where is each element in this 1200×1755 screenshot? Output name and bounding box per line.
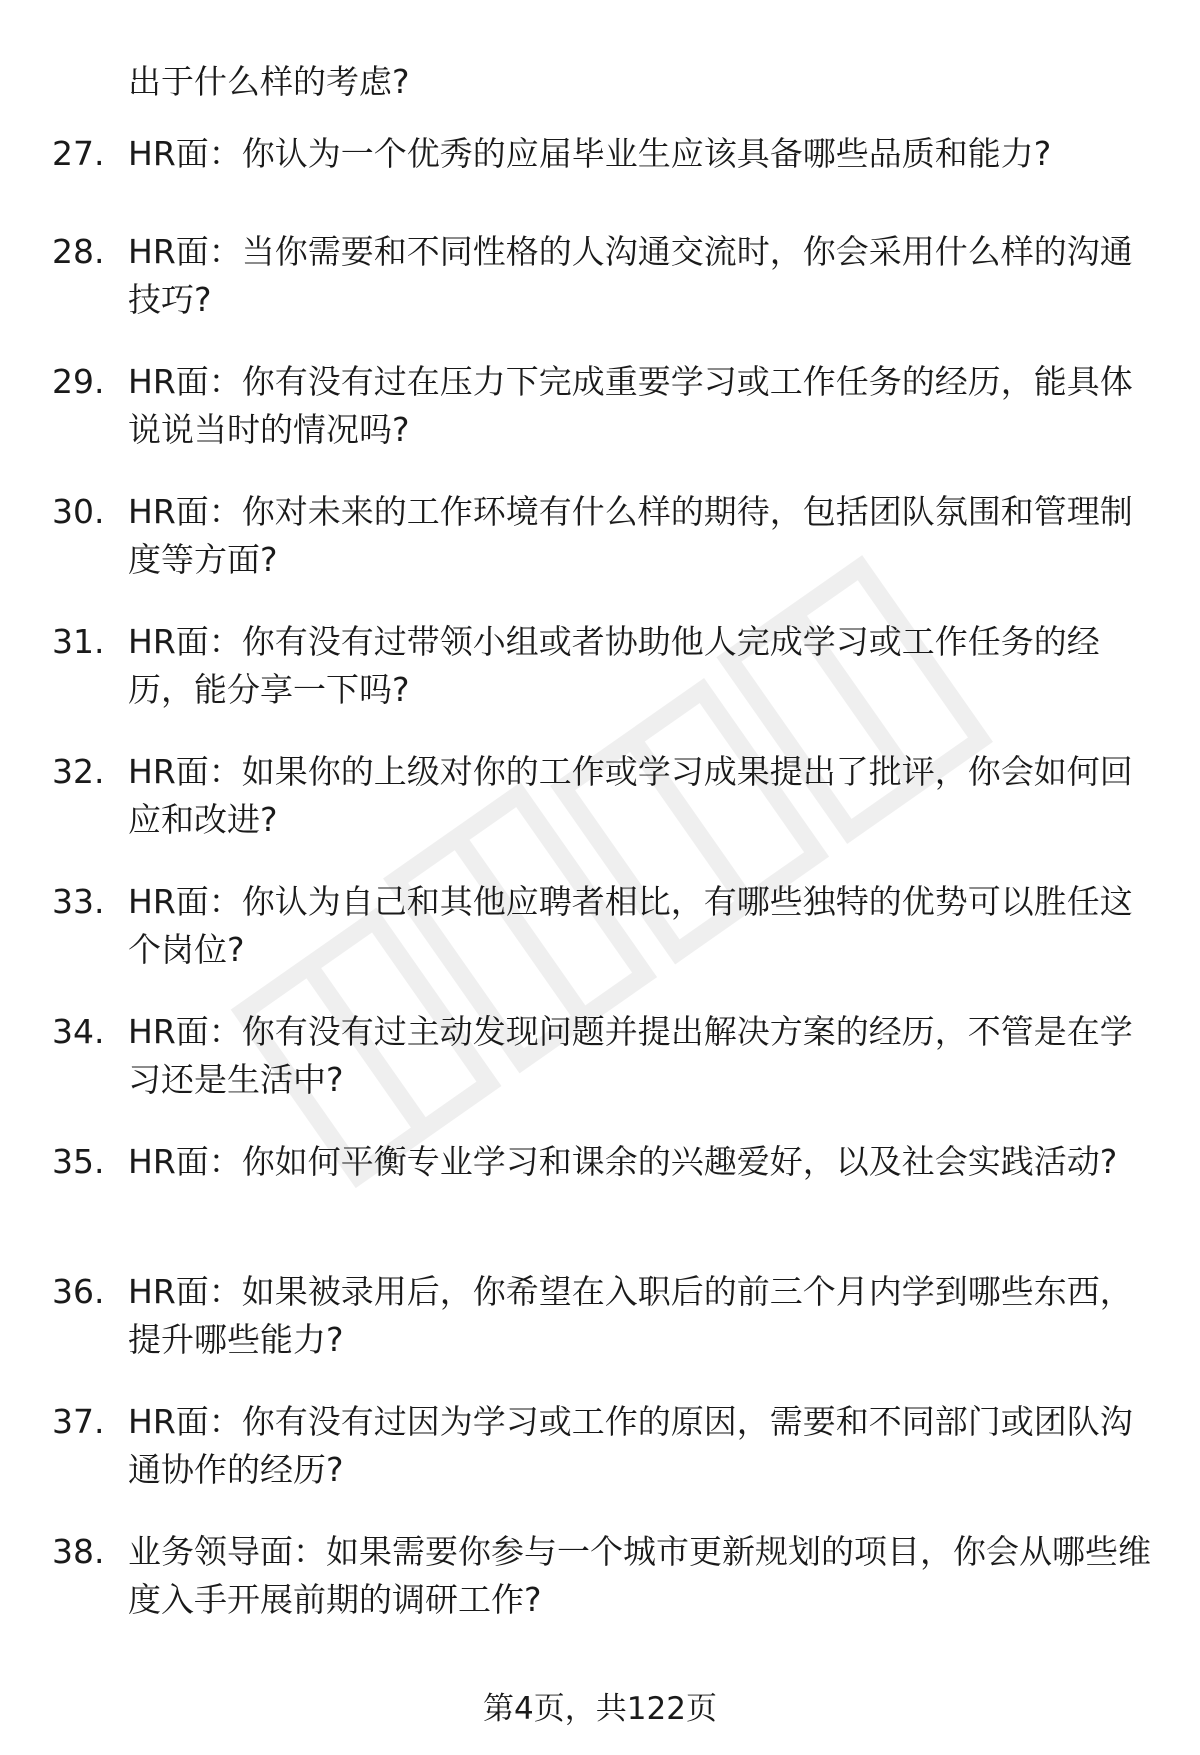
question-text: HR面：如果你的上级对你的工作或学习成果提出了批评，你会如何回应和改进? — [128, 752, 1133, 839]
question-number: 29. — [52, 362, 105, 401]
question-number: 38. — [52, 1532, 105, 1571]
question-number: 30. — [52, 492, 105, 531]
question-text: 业务领导面：如果需要你参与一个城市更新规划的项目，你会从哪些维度入手开展前期的调研工作? — [128, 1532, 1151, 1619]
question-text: HR面：你有没有过在压力下完成重要学习或工作任务的经历，能具体说说当时的情况吗? — [128, 362, 1133, 449]
question-number: 32. — [52, 752, 105, 791]
question-number: 31. — [52, 622, 105, 661]
question-item — [52, 358, 1152, 454]
question-text: HR面：你认为自己和其他应聘者相比，有哪些独特的优势可以胜任这个岗位? — [128, 882, 1133, 969]
question-text: HR面：你如何平衡专业学习和课余的兴趣爱好，以及社会实践活动? — [128, 1142, 1118, 1181]
question-text: HR面：你有没有过带领小组或者协助他人完成学习或工作任务的经历，能分享一下吗? — [128, 622, 1100, 709]
continuation-text: 出于什么样的考虑? — [128, 62, 410, 101]
question-item — [52, 1398, 1152, 1494]
question-number: 34. — [52, 1012, 105, 1051]
question-number: 36. — [52, 1272, 105, 1311]
question-item — [52, 1268, 1152, 1364]
question-item — [52, 618, 1152, 714]
question-item — [52, 1008, 1152, 1104]
question-item — [52, 1528, 1152, 1624]
question-text: HR面：你认为一个优秀的应届毕业生应该具备哪些品质和能力? — [128, 134, 1052, 173]
question-item — [52, 488, 1152, 584]
question-text: HR面：你对未来的工作环境有什么样的期待，包括团队氛围和管理制度等方面? — [128, 492, 1133, 579]
question-text: HR面：如果被录用后，你希望在入职后的前三个月内学到哪些东西，提升哪些能力? — [128, 1272, 1133, 1359]
question-number: 37. — [52, 1402, 105, 1441]
question-text: HR面：当你需要和不同性格的人沟通交流时，你会采用什么样的沟通技巧? — [128, 232, 1133, 319]
question-number: 35. — [52, 1142, 105, 1181]
question-text: HR面：你有没有过主动发现问题并提出解决方案的经历，不管是在学习还是生活中? — [128, 1012, 1133, 1099]
question-item — [52, 228, 1152, 324]
question-item — [52, 748, 1152, 844]
question-number: 27. — [52, 134, 105, 173]
question-item — [52, 130, 1152, 178]
question-text: HR面：你有没有过因为学习或工作的原因，需要和不同部门或团队沟通协作的经历? — [128, 1402, 1133, 1489]
question-item — [52, 878, 1152, 974]
question-item — [52, 1138, 1152, 1186]
question-number: 33. — [52, 882, 105, 921]
question-number: 28. — [52, 232, 105, 271]
page-footer: 第4页，共122页 — [483, 1691, 717, 1727]
